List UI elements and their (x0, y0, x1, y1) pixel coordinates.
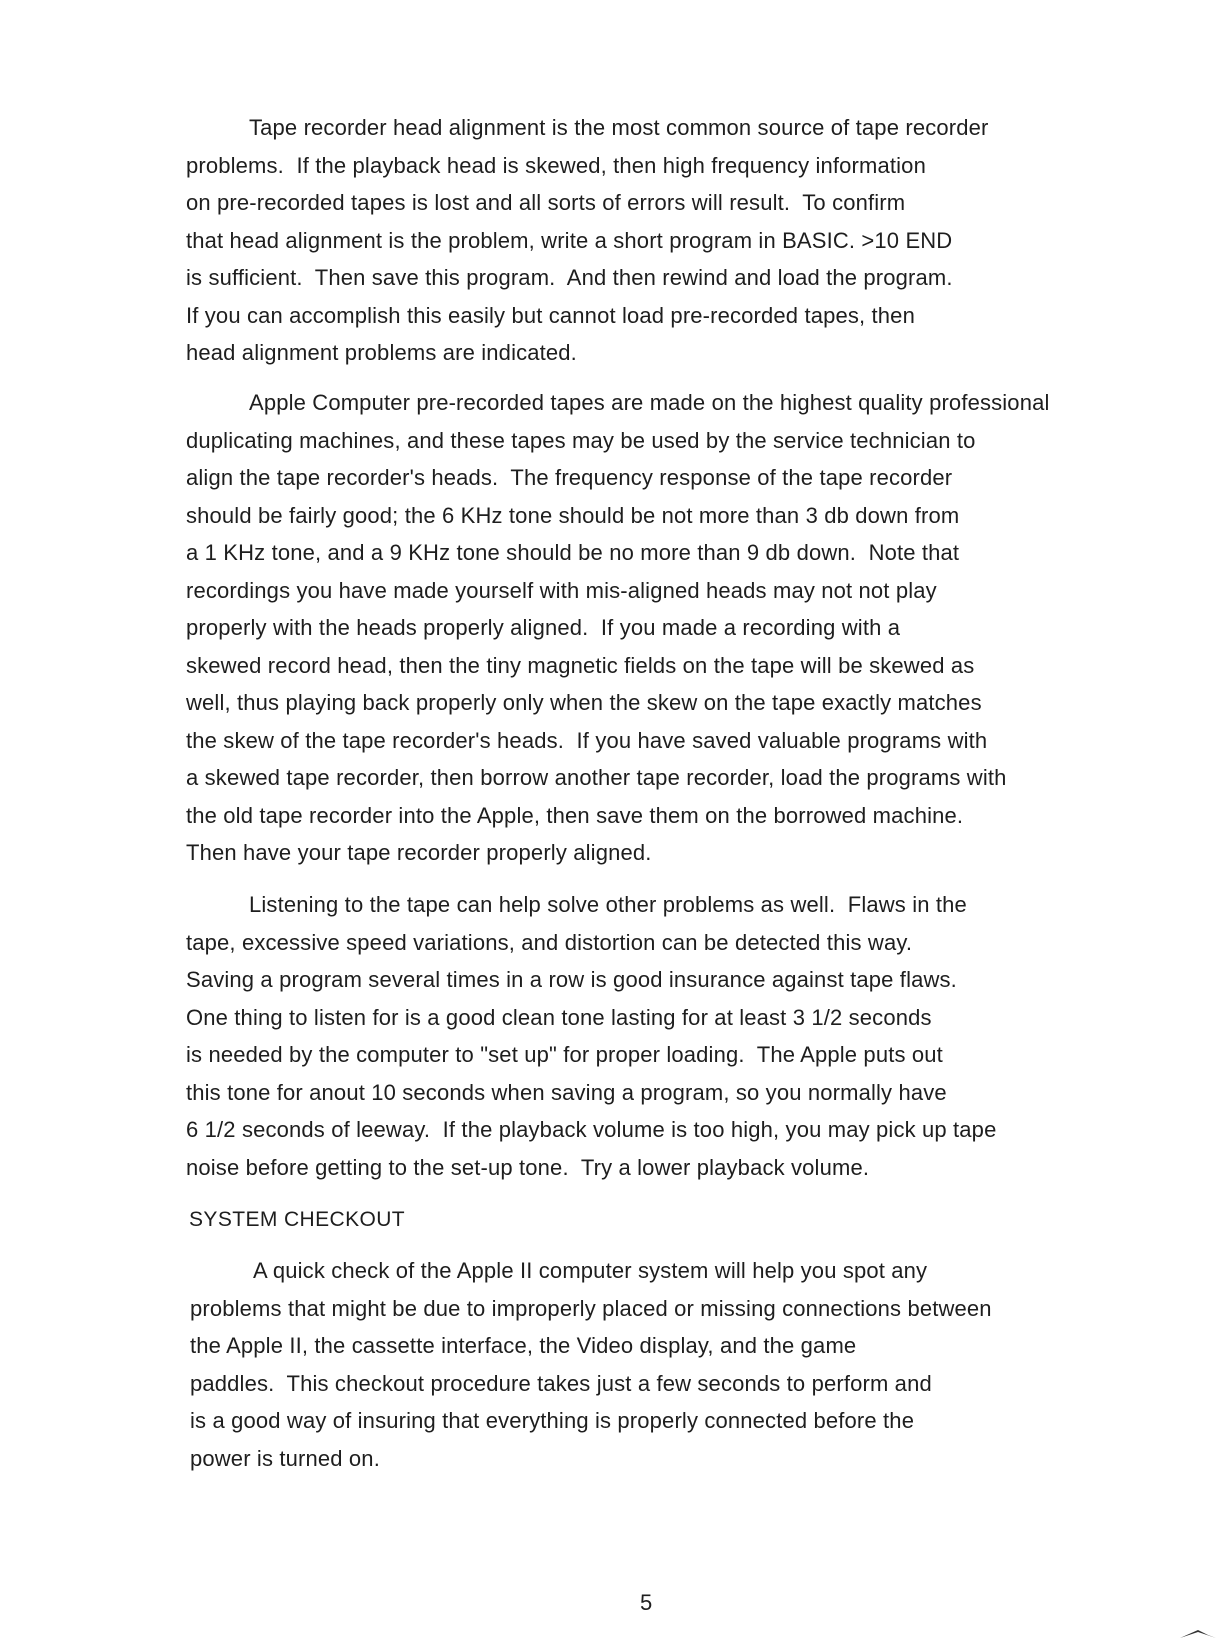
text-line: Listening to the tape can help solve other problems as well. Flaws in the (249, 892, 967, 917)
text-line: that head alignment is the problem, write a short program in BASIC. >10 END (186, 227, 953, 253)
text-line: problems that might be due to improperly placed or missing connections between (190, 1295, 992, 1321)
paragraph-head-alignment (186, 109, 1216, 372)
text-line: a 1 KHz tone, and a 9 KHz tone should be no more than 9 db down. Note that (186, 540, 960, 565)
text-line: a skewed tape recorder, then borrow another tape recorder, load the programs with (186, 765, 1007, 790)
text-line: this tone for anout 10 seconds when saving a program, so you normally have (186, 1079, 947, 1105)
text-line: should be fairly good; the 6 KHz tone should be not more than 3 db down from (186, 502, 960, 528)
text-line: Apple Computer pre-recorded tapes are made on the highest quality professional (249, 390, 1050, 415)
paragraph-listening (186, 886, 1216, 1186)
text-line: Tape recorder head alignment is the most common source of tape recorder (249, 115, 989, 140)
text-line: the Apple II, the cassette interface, the Video display, and the game (190, 1333, 857, 1358)
page-number: 5 (640, 1590, 653, 1615)
text-line: duplicating machines, and these tapes may be used by the service technician to (186, 427, 976, 453)
text-line: Then have your tape recorder properly aligned. (186, 840, 652, 865)
text-line: well, thus playing back properly only when the skew on the tape exactly matches (186, 690, 982, 715)
text-line: head alignment problems are indicated. (186, 340, 577, 365)
text-line: recordings you have made yourself with mis-aligned heads may not not play (186, 577, 937, 603)
text-line: A quick check of the Apple II computer system will help you spot any (253, 1258, 928, 1283)
text-line: the skew of the tape recorder's heads. If you have saved valuable programs with (186, 727, 988, 753)
section-heading: SYSTEM CHECKOUT (189, 1208, 406, 1231)
text-line: power is turned on. (190, 1445, 380, 1471)
text-line: the old tape recorder into the Apple, then save them on the borrowed machine. (186, 802, 964, 828)
text-line: skewed record head, then the tiny magnetic fields on the tape will be skewed as (186, 652, 975, 678)
text-line: paddles. This checkout procedure takes just a few seconds to perform and (190, 1370, 932, 1396)
text-line: is sufficient. Then save this program. And then rewind and load the program. (186, 265, 953, 290)
text-line: One thing to listen for is a good clean tone lasting for at least 3 1/2 seconds (186, 1004, 932, 1030)
text-line: Saving a program several times in a row is good insurance against tape flaws. (186, 967, 957, 992)
text-line: 6 1/2 seconds of leeway. If the playback volume is too high, you may pick up tape (186, 1117, 997, 1142)
text-line: noise before getting to the set-up tone. Try a lower playback volume. (186, 1154, 870, 1180)
text-line: is needed by the computer to "set up" for proper loading. The Apple puts out (186, 1042, 943, 1067)
text-line: on pre-recorded tapes is lost and all sorts of errors will result. To confirm (186, 190, 906, 215)
text-line: tape, excessive speed variations, and distortion can be detected this way. (186, 929, 913, 955)
paragraph-pre-recorded-tapes (186, 384, 1216, 872)
text-line: properly with the heads properly aligned. If you made a recording with a (186, 615, 901, 640)
text-line: If you can accomplish this easily but cannot load pre-recorded tapes, then (186, 302, 915, 328)
text-line: problems. If the playback head is skewed, then high frequency information (186, 152, 926, 178)
text-line: align the tape recorder's heads. The frequency response of the tape recorder (186, 465, 953, 490)
text-line: is a good way of insuring that everything is properly connected before the (190, 1408, 915, 1433)
paragraph-system-checkout (190, 1252, 1220, 1477)
page-corner-mark-icon (1178, 1626, 1218, 1640)
